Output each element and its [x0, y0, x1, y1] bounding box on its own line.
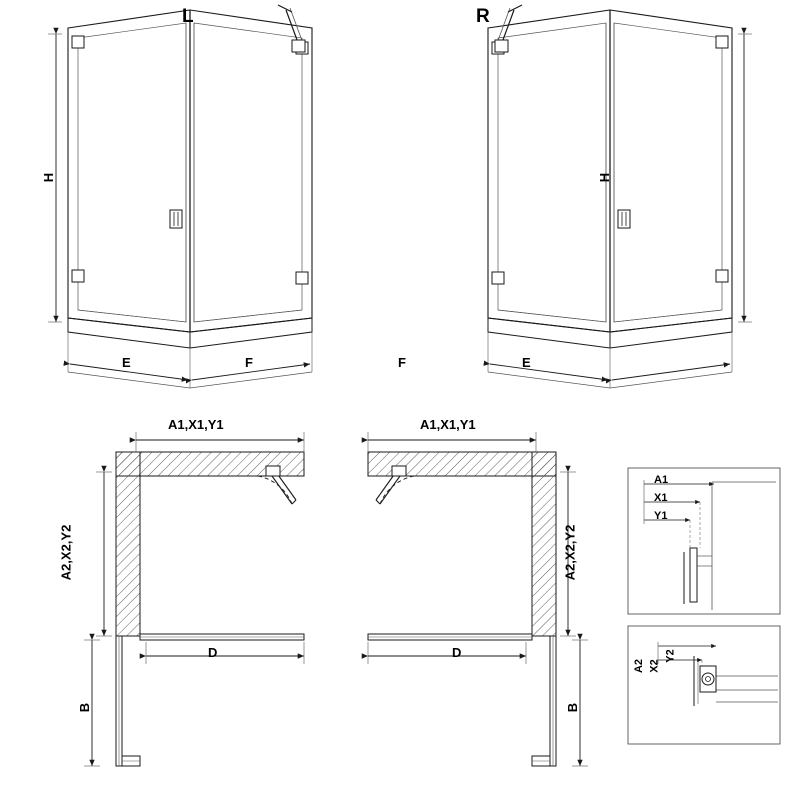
left-panel-f-label: F: [245, 355, 253, 370]
right-plan-side-dim-label: A2,X2,Y2: [562, 524, 578, 581]
detail-top-right: [628, 468, 780, 614]
detail-top-label-y1: Y1: [654, 510, 668, 522]
left-view-handing-label: L: [182, 6, 194, 27]
right-plan-view: [368, 432, 588, 766]
left-plan-top-dim-label: A1,X1,Y1: [168, 417, 224, 432]
right-plan-top-dim-label: A1,X1,Y1: [420, 417, 476, 432]
detail-top-label-x1: X1: [654, 492, 668, 504]
left-elevation-3d: [48, 5, 312, 388]
right-panel-e-label: E: [522, 355, 531, 370]
left-plan-side-dim-label: A2,X2,Y2: [58, 524, 74, 581]
left-plan-swing-dim-label: B: [77, 702, 93, 713]
detail-bottom-label-x2: X2: [648, 659, 661, 673]
detail-bottom-label-y2: Y2: [664, 649, 677, 663]
left-panel-e-label: E: [122, 355, 131, 370]
right-elevation-3d: [488, 5, 752, 388]
detail-top-label-a1: A1: [654, 474, 669, 486]
detail-bottom-right: [628, 626, 780, 744]
right-height-dim-label: H: [597, 172, 613, 183]
right-view-handing-label: R: [476, 6, 490, 27]
right-plan-swing-dim-label: B: [565, 702, 581, 713]
left-plan-view: [84, 432, 304, 766]
detail-bottom-label-a2: A2: [633, 658, 646, 674]
right-plan-door-dim-label: D: [452, 645, 462, 660]
right-panel-f-label: F: [398, 355, 406, 370]
left-height-dim-label: H: [41, 172, 57, 183]
left-plan-door-dim-label: D: [208, 645, 218, 660]
